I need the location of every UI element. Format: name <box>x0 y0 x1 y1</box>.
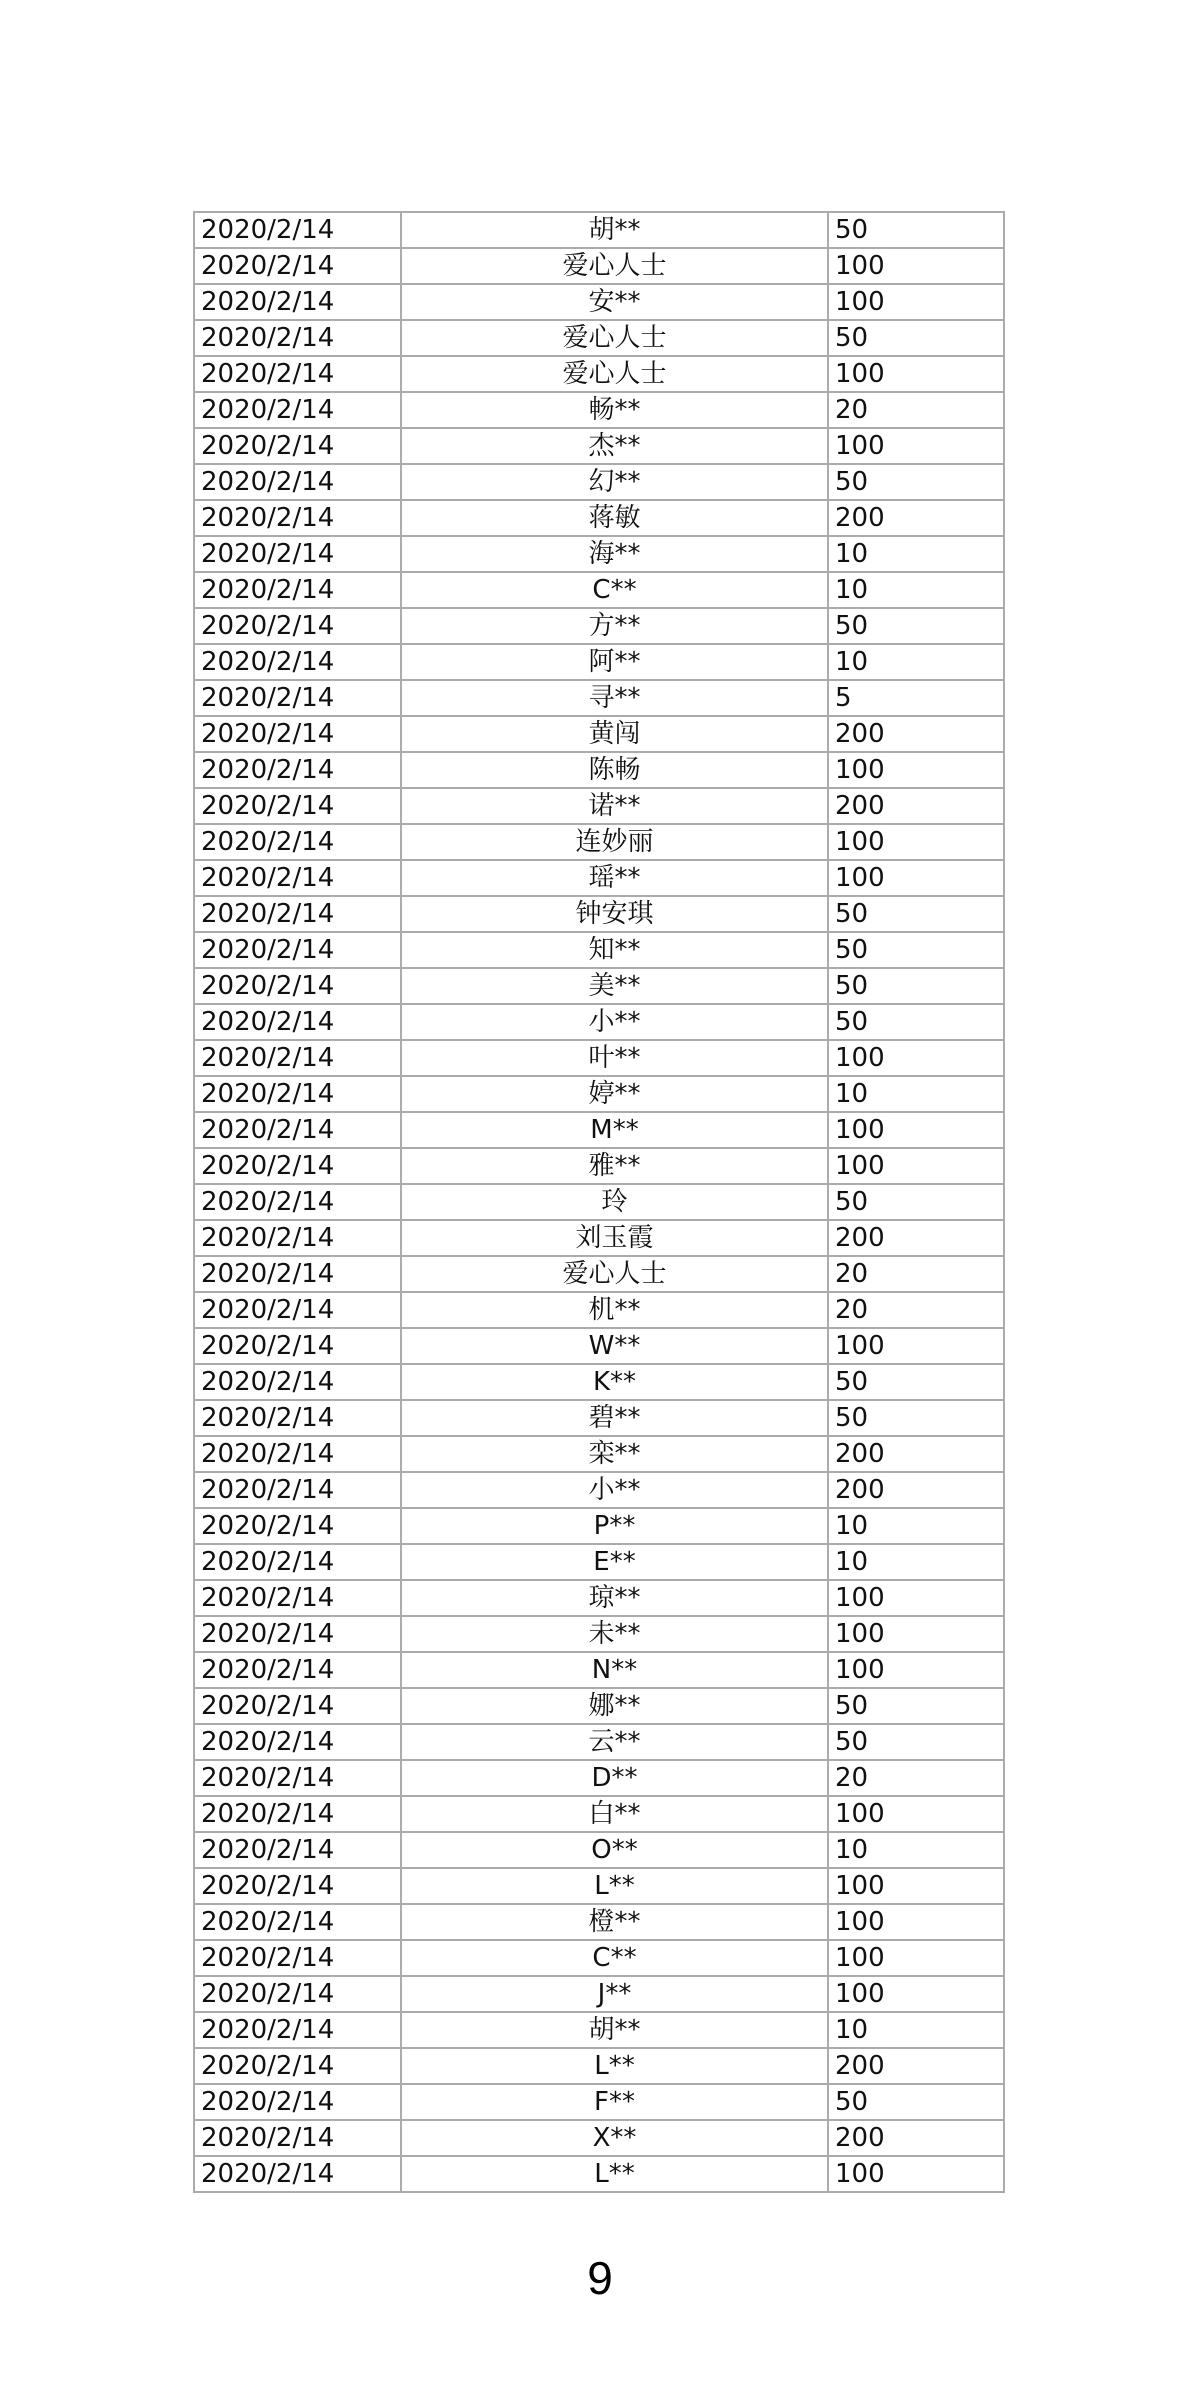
donor-name-cell: 杰** <box>401 428 828 464</box>
amount-cell: 50 <box>828 212 1004 248</box>
amount-cell: 10 <box>828 1508 1004 1544</box>
table-row <box>194 860 1004 896</box>
amount-cell: 200 <box>828 500 1004 536</box>
amount-cell: 200 <box>828 1436 1004 1472</box>
donor-name-cell: 诺** <box>401 788 828 824</box>
table-row <box>194 2120 1004 2156</box>
table-row <box>194 2012 1004 2048</box>
amount-cell: 100 <box>828 284 1004 320</box>
donor-name-cell: 婷** <box>401 1076 828 1112</box>
date-cell: 2020/2/14 <box>194 1976 401 2012</box>
donor-name-cell: 叶** <box>401 1040 828 1076</box>
donor-name-cell: 钟安琪 <box>401 896 828 932</box>
donor-name-cell: P** <box>401 1508 828 1544</box>
donor-name-cell: 爱心人士 <box>401 356 828 392</box>
date-cell: 2020/2/14 <box>194 1940 401 1976</box>
page-number: 9 <box>587 2252 613 2304</box>
donor-name-cell: 瑶** <box>401 860 828 896</box>
table-row <box>194 968 1004 1004</box>
date-cell: 2020/2/14 <box>194 1652 401 1688</box>
donor-name-cell: 娜** <box>401 1688 828 1724</box>
date-cell: 2020/2/14 <box>194 428 401 464</box>
date-cell: 2020/2/14 <box>194 680 401 716</box>
date-cell: 2020/2/14 <box>194 392 401 428</box>
amount-cell: 50 <box>828 1400 1004 1436</box>
date-cell: 2020/2/14 <box>194 356 401 392</box>
donor-name-cell: 小** <box>401 1472 828 1508</box>
date-cell: 2020/2/14 <box>194 1256 401 1292</box>
donor-name-cell: 连妙丽 <box>401 824 828 860</box>
donor-name-cell: 蒋敏 <box>401 500 828 536</box>
amount-cell: 100 <box>828 1904 1004 1940</box>
amount-cell: 100 <box>828 1976 1004 2012</box>
table-row <box>194 2156 1004 2192</box>
donor-name-cell: L** <box>401 2156 828 2192</box>
date-cell: 2020/2/14 <box>194 1184 401 1220</box>
table-row <box>194 1724 1004 1760</box>
table-row <box>194 1832 1004 1868</box>
donor-name-cell: 小** <box>401 1004 828 1040</box>
donor-name-cell: 琼** <box>401 1580 828 1616</box>
amount-cell: 50 <box>828 1364 1004 1400</box>
amount-cell: 100 <box>828 1868 1004 1904</box>
donor-name-cell: C** <box>401 572 828 608</box>
table-row <box>194 1436 1004 1472</box>
donor-name-cell: X** <box>401 2120 828 2156</box>
donor-name-cell: 安** <box>401 284 828 320</box>
table-row <box>194 1184 1004 1220</box>
date-cell: 2020/2/14 <box>194 212 401 248</box>
table-row <box>194 1292 1004 1328</box>
donor-name-cell: D** <box>401 1760 828 1796</box>
table-row <box>194 608 1004 644</box>
donor-name-cell: 橙** <box>401 1904 828 1940</box>
table-body <box>194 212 1004 2192</box>
amount-cell: 200 <box>828 716 1004 752</box>
amount-cell: 50 <box>828 896 1004 932</box>
table-row <box>194 212 1004 248</box>
donor-name-cell: 胡** <box>401 212 828 248</box>
table-row <box>194 1148 1004 1184</box>
date-cell: 2020/2/14 <box>194 1724 401 1760</box>
amount-cell: 50 <box>828 932 1004 968</box>
amount-cell: 10 <box>828 1832 1004 1868</box>
table-row <box>194 1580 1004 1616</box>
amount-cell: 5 <box>828 680 1004 716</box>
amount-cell: 100 <box>828 248 1004 284</box>
donor-name-cell: J** <box>401 1976 828 2012</box>
table-row <box>194 1688 1004 1724</box>
date-cell: 2020/2/14 <box>194 1796 401 1832</box>
date-cell: 2020/2/14 <box>194 932 401 968</box>
amount-cell: 20 <box>828 1760 1004 1796</box>
date-cell: 2020/2/14 <box>194 1508 401 1544</box>
table-row <box>194 320 1004 356</box>
date-cell: 2020/2/14 <box>194 1040 401 1076</box>
date-cell: 2020/2/14 <box>194 1616 401 1652</box>
donor-name-cell: 爱心人士 <box>401 320 828 356</box>
donor-name-cell: 寻** <box>401 680 828 716</box>
amount-cell: 200 <box>828 788 1004 824</box>
date-cell: 2020/2/14 <box>194 248 401 284</box>
donor-name-cell: L** <box>401 2048 828 2084</box>
table-row <box>194 1256 1004 1292</box>
amount-cell: 10 <box>828 536 1004 572</box>
table-row <box>194 1220 1004 1256</box>
amount-cell: 100 <box>828 1940 1004 1976</box>
table-row <box>194 896 1004 932</box>
table-row <box>194 1004 1004 1040</box>
date-cell: 2020/2/14 <box>194 536 401 572</box>
date-cell: 2020/2/14 <box>194 1832 401 1868</box>
date-cell: 2020/2/14 <box>194 2048 401 2084</box>
amount-cell: 20 <box>828 392 1004 428</box>
date-cell: 2020/2/14 <box>194 1580 401 1616</box>
amount-cell: 10 <box>828 1076 1004 1112</box>
date-cell: 2020/2/14 <box>194 464 401 500</box>
table-row <box>194 1112 1004 1148</box>
table-row <box>194 1544 1004 1580</box>
amount-cell: 10 <box>828 572 1004 608</box>
table-row <box>194 680 1004 716</box>
table-row <box>194 824 1004 860</box>
amount-cell: 100 <box>828 1148 1004 1184</box>
date-cell: 2020/2/14 <box>194 1400 401 1436</box>
donor-name-cell: 黄闯 <box>401 716 828 752</box>
table-row <box>194 752 1004 788</box>
table-row <box>194 572 1004 608</box>
table-row <box>194 1508 1004 1544</box>
table-row <box>194 1328 1004 1364</box>
donor-name-cell: N** <box>401 1652 828 1688</box>
date-cell: 2020/2/14 <box>194 1364 401 1400</box>
donor-name-cell: 胡** <box>401 2012 828 2048</box>
amount-cell: 100 <box>828 356 1004 392</box>
date-cell: 2020/2/14 <box>194 1436 401 1472</box>
amount-cell: 200 <box>828 1472 1004 1508</box>
date-cell: 2020/2/14 <box>194 1868 401 1904</box>
donor-name-cell: M** <box>401 1112 828 1148</box>
date-cell: 2020/2/14 <box>194 2012 401 2048</box>
date-cell: 2020/2/14 <box>194 1688 401 1724</box>
date-cell: 2020/2/14 <box>194 1472 401 1508</box>
table-row <box>194 1976 1004 2012</box>
date-cell: 2020/2/14 <box>194 860 401 896</box>
amount-cell: 10 <box>828 2012 1004 2048</box>
table-row <box>194 1616 1004 1652</box>
amount-cell: 100 <box>828 1040 1004 1076</box>
date-cell: 2020/2/14 <box>194 716 401 752</box>
table-row <box>194 536 1004 572</box>
table-row <box>194 392 1004 428</box>
table-row <box>194 284 1004 320</box>
donor-name-cell: 海** <box>401 536 828 572</box>
date-cell: 2020/2/14 <box>194 572 401 608</box>
date-cell: 2020/2/14 <box>194 788 401 824</box>
date-cell: 2020/2/14 <box>194 824 401 860</box>
date-cell: 2020/2/14 <box>194 1904 401 1940</box>
table-row <box>194 248 1004 284</box>
table-row <box>194 1652 1004 1688</box>
amount-cell: 100 <box>828 1616 1004 1652</box>
table-row <box>194 1904 1004 1940</box>
amount-cell: 100 <box>828 428 1004 464</box>
date-cell: 2020/2/14 <box>194 968 401 1004</box>
amount-cell: 100 <box>828 1328 1004 1364</box>
donor-name-cell: 幻** <box>401 464 828 500</box>
table-row <box>194 1472 1004 1508</box>
donor-name-cell: 云** <box>401 1724 828 1760</box>
donor-name-cell: 雅** <box>401 1148 828 1184</box>
amount-cell: 50 <box>828 608 1004 644</box>
amount-cell: 50 <box>828 320 1004 356</box>
donor-name-cell: 方** <box>401 608 828 644</box>
table-row <box>194 2048 1004 2084</box>
date-cell: 2020/2/14 <box>194 1112 401 1148</box>
date-cell: 2020/2/14 <box>194 1004 401 1040</box>
table-row <box>194 2084 1004 2120</box>
amount-cell: 50 <box>828 1688 1004 1724</box>
donor-name-cell: K** <box>401 1364 828 1400</box>
amount-cell: 20 <box>828 1292 1004 1328</box>
donor-name-cell: 美** <box>401 968 828 1004</box>
amount-cell: 100 <box>828 1112 1004 1148</box>
donation-table <box>193 211 1005 2193</box>
date-cell: 2020/2/14 <box>194 500 401 536</box>
donor-name-cell: 爱心人士 <box>401 1256 828 1292</box>
donor-name-cell: 陈畅 <box>401 752 828 788</box>
table-row <box>194 1076 1004 1112</box>
date-cell: 2020/2/14 <box>194 1148 401 1184</box>
donor-name-cell: 栾** <box>401 1436 828 1472</box>
donor-name-cell: 刘玉霞 <box>401 1220 828 1256</box>
amount-cell: 100 <box>828 824 1004 860</box>
date-cell: 2020/2/14 <box>194 284 401 320</box>
amount-cell: 200 <box>828 1220 1004 1256</box>
date-cell: 2020/2/14 <box>194 608 401 644</box>
table-row <box>194 1940 1004 1976</box>
table-row <box>194 500 1004 536</box>
donor-name-cell: 阿** <box>401 644 828 680</box>
table-row <box>194 428 1004 464</box>
amount-cell: 100 <box>828 752 1004 788</box>
table-row <box>194 932 1004 968</box>
date-cell: 2020/2/14 <box>194 1544 401 1580</box>
table-row <box>194 1040 1004 1076</box>
amount-cell: 50 <box>828 1004 1004 1040</box>
table-row <box>194 1364 1004 1400</box>
donor-name-cell: 玲 <box>401 1184 828 1220</box>
table-row <box>194 1760 1004 1796</box>
table-row <box>194 356 1004 392</box>
amount-cell: 100 <box>828 1580 1004 1616</box>
date-cell: 2020/2/14 <box>194 320 401 356</box>
amount-cell: 100 <box>828 1652 1004 1688</box>
donor-name-cell: E** <box>401 1544 828 1580</box>
donor-name-cell: 碧** <box>401 1400 828 1436</box>
amount-cell: 10 <box>828 644 1004 680</box>
amount-cell: 50 <box>828 464 1004 500</box>
donor-name-cell: L** <box>401 1868 828 1904</box>
amount-cell: 20 <box>828 1256 1004 1292</box>
table-row <box>194 788 1004 824</box>
donor-name-cell: 知** <box>401 932 828 968</box>
donor-name-cell: W** <box>401 1328 828 1364</box>
donor-name-cell: O** <box>401 1832 828 1868</box>
amount-cell: 100 <box>828 860 1004 896</box>
date-cell: 2020/2/14 <box>194 2156 401 2192</box>
date-cell: 2020/2/14 <box>194 2120 401 2156</box>
donor-name-cell: C** <box>401 1940 828 1976</box>
date-cell: 2020/2/14 <box>194 752 401 788</box>
table-row <box>194 1796 1004 1832</box>
donor-name-cell: 白** <box>401 1796 828 1832</box>
donor-name-cell: 未** <box>401 1616 828 1652</box>
table-row <box>194 644 1004 680</box>
amount-cell: 50 <box>828 2084 1004 2120</box>
amount-cell: 50 <box>828 1724 1004 1760</box>
donor-name-cell: 机** <box>401 1292 828 1328</box>
date-cell: 2020/2/14 <box>194 1220 401 1256</box>
date-cell: 2020/2/14 <box>194 2084 401 2120</box>
amount-cell: 50 <box>828 968 1004 1004</box>
amount-cell: 100 <box>828 1796 1004 1832</box>
table-row <box>194 1400 1004 1436</box>
date-cell: 2020/2/14 <box>194 896 401 932</box>
date-cell: 2020/2/14 <box>194 1328 401 1364</box>
table-row <box>194 716 1004 752</box>
table-row <box>194 464 1004 500</box>
donor-name-cell: 畅** <box>401 392 828 428</box>
date-cell: 2020/2/14 <box>194 1760 401 1796</box>
donor-name-cell: 爱心人士 <box>401 248 828 284</box>
amount-cell: 100 <box>828 2156 1004 2192</box>
date-cell: 2020/2/14 <box>194 1076 401 1112</box>
donor-name-cell: F** <box>401 2084 828 2120</box>
amount-cell: 200 <box>828 2048 1004 2084</box>
amount-cell: 10 <box>828 1544 1004 1580</box>
amount-cell: 50 <box>828 1184 1004 1220</box>
date-cell: 2020/2/14 <box>194 644 401 680</box>
amount-cell: 200 <box>828 2120 1004 2156</box>
date-cell: 2020/2/14 <box>194 1292 401 1328</box>
table-row <box>194 1868 1004 1904</box>
